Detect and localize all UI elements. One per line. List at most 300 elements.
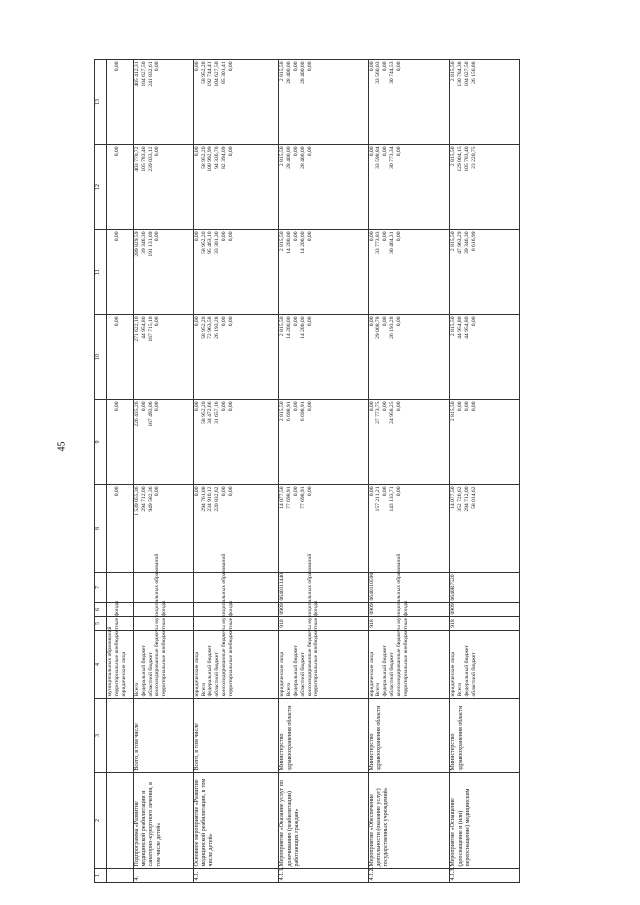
amount-value: 0,00 [193,486,200,497]
amount-value: 0,00 [395,231,402,242]
funding-source-label: Всего [134,682,141,697]
amount-value: 294 712,00 [140,486,147,512]
amount-value: 0,00 [395,316,402,327]
amount-value: 0,00 [114,231,120,242]
amount-value: 220 832,62 [214,486,221,512]
funding-source-label: федеральный бюджет [207,645,214,697]
funding-source-label: областной бюджет [147,652,154,697]
executor [107,699,134,773]
amount-value: 0,00 [227,486,234,497]
grbs-code: 918 [450,617,520,631]
amount-value: 105 783,40 [140,146,147,172]
amount-value: 95 463,10 [207,231,214,254]
funding-source-label: Всего [200,682,207,697]
amount-column-10 [279,315,368,400]
amount-value: 0,00 [368,486,375,497]
amount-value [403,487,410,571]
amount-value: 2 815,50 [450,61,457,82]
amount-value [121,487,128,571]
amount-value [403,147,410,228]
item-name: Мероприятие «Оказание услуг по долечиванию (реабилитации) работающих граждан» [279,773,368,869]
amount-value: 191 131,09 [147,231,154,257]
amount-value: 44 954,80 [457,316,464,339]
amount-value: 0,00 [395,61,402,72]
amount-value: 0,00 [306,61,313,72]
amount-value: 23 220,75 [470,146,477,169]
amount-value: 2 815,50 [279,146,286,167]
amount-value: 58 014,62 [470,486,477,509]
amount-value: 39 346,30 [463,231,470,254]
amount-value: 94 336,70 [214,146,221,169]
amount-column-8 [450,485,520,573]
amount-column-12 [107,145,134,230]
amount-value: 0,00 [114,146,120,157]
amount-value: 0,00 [292,146,299,157]
amount-value: 28 400,00 [286,61,293,84]
amount-value [313,62,320,143]
rz-code: 0909 [450,603,520,617]
funding-source-label: юридические лица [279,651,286,697]
item-number: 4. [134,869,194,883]
amount-value: 26 193,28 [214,316,221,339]
amount-value: 294 712,00 [463,486,470,512]
amount-value [121,232,128,313]
csr-code [193,573,278,603]
amount-value: 241 832,61 [147,61,154,87]
funding-source-label: федеральный бюджет [463,645,470,697]
item-number: 4.1.2. [368,869,450,883]
funding-source-label: областной бюджет [214,652,221,697]
amount-value: 28 400,00 [299,146,306,169]
amount-value: 28 400,00 [286,146,293,169]
amount-value: 14 077,50 [450,486,457,509]
amount-value: 28 400,00 [299,61,306,84]
amount-column-13 [279,60,368,145]
amount-value: 34 472,66 [207,401,214,424]
amount-value: 0,00 [395,146,402,157]
amount-value: 0,00 [368,401,375,412]
csr-code: 0640R7520 [450,573,520,603]
amount-column-10 [134,315,194,400]
item-name: Мероприятие «Обеспечение деятельности (оказание услуг) государственных учреждений» [368,773,450,869]
amount-value [121,62,128,143]
executor: Всего, в том числе [193,699,278,773]
amount-value: 85 301,41 [221,61,228,84]
amount-column-9 [368,400,450,485]
amount-value: 129 004,15 [457,146,464,172]
rz-code: 0909 [279,603,368,617]
amount-value: 167 493,06 [147,401,154,427]
amount-value: 2 815,50 [279,401,286,422]
amount-value: 14 200,00 [299,316,306,339]
amount-value: 0,00 [368,61,375,72]
funding-source-label: областной бюджет [388,652,395,697]
funding-sources [134,553,194,699]
amount-value: 157 211,21 [375,486,382,512]
amount-value: 0,00 [227,316,234,327]
amount-value: 0,00 [463,401,470,412]
amount-value: 1 539 055,36 [134,486,141,516]
amount-value: 8 616,99 [470,231,477,252]
item-number: 4.1.1. [279,869,368,883]
amount-value: 0,00 [227,146,234,157]
item-name: Мероприятие «Оснащение (дооснащение и (или) переоснащение) медицинским [450,773,520,869]
rz-code [193,603,278,617]
amount-value: 167 715,10 [147,316,154,342]
amount-value: 234 910,12 [207,486,214,512]
amount-value: 0,00 [193,146,200,157]
funding-source-label: Всего [375,682,382,697]
amount-value: 26 193,28 [388,316,395,339]
amount-value: 0,00 [227,61,234,72]
amount-value [403,317,410,398]
amount-column-9 [134,400,194,485]
grbs-code: 918 [368,617,450,631]
amount-value [161,147,168,228]
funding-source-label: территориальные внебюджетные фонды [161,600,168,697]
budget-table [94,59,520,883]
funding-source-label: федеральный бюджет [140,645,147,697]
section-row [134,60,194,883]
amount-value: 24 958,25 [388,401,395,424]
csr-code [134,573,194,603]
amount-value: 100 992,99 [207,146,214,172]
amount-value: 0,00 [382,486,389,497]
section-row [107,60,134,883]
amount-value: 58 952,20 [200,146,207,169]
amount-value: 104 627,50 [214,61,221,87]
column-number-7: 7 [95,573,107,603]
amount-value: 0,00 [154,486,161,497]
amount-value: 27 773,75 [375,401,382,424]
amount-column-9 [193,400,278,485]
amount-value: 0,00 [292,486,299,497]
amount-value [161,487,168,571]
funding-source-label: федеральный бюджет [382,645,389,697]
amount-column-12 [368,145,450,230]
amount-value: 0,00 [395,486,402,497]
executor: Всего, в том числе [134,699,194,773]
amount-value [107,402,114,483]
amount-value: 58 952,20 [200,316,207,339]
amount-value: 0,00 [382,401,389,412]
column-number-12: 12 [95,145,107,230]
amount-column-12 [279,145,368,230]
amount-value: 0,00 [193,316,200,327]
amount-value: 403 770,72 [134,146,141,172]
amount-value: 104 627,50 [463,61,470,87]
item-name: Основное мероприятие «Развитие медицинской реабилитации, в том числе детей» [193,773,278,869]
amount-value: 31 657,16 [214,401,221,424]
funding-source-label: Всего [286,682,293,697]
amount-column-10 [450,315,520,400]
amount-value: 77 698,91 [286,486,293,509]
amount-value: 0,00 [382,61,389,72]
amount-value [161,232,168,313]
amount-value: 0,00 [154,231,161,242]
amount-column-11 [279,230,368,315]
amount-column-8 [134,485,194,573]
amount-value [403,402,410,483]
amount-value: 2 815,50 [450,231,457,252]
amount-column-8 [193,485,278,573]
executor: Министерство здравоохранения области [368,699,450,773]
amount-value: 0,00 [221,231,228,242]
funding-source-label: юридические лица [193,651,200,697]
amount-value: 2 815,50 [450,316,457,337]
amount-column-12 [193,145,278,230]
amount-value: 2 815,50 [279,316,286,337]
amount-value: 0,00 [221,316,228,327]
amount-column-10 [193,315,278,400]
amount-value: 0,00 [140,401,147,412]
amount-column-12 [134,145,194,230]
amount-column-12 [450,145,520,230]
amount-value: 130 784,38 [457,61,464,87]
amount-value [313,317,320,398]
amount-value: 39 346,30 [140,231,147,254]
executor: Министерство здравоохранения области [450,699,520,773]
amount-value: 26 156,88 [470,61,477,84]
amount-value: 72 963,58 [207,316,214,339]
amount-value: 104 627,50 [140,61,147,87]
amount-value: 0,00 [382,231,389,242]
amount-value: 0,00 [470,401,477,412]
amount-value: 30 464,31 [388,231,395,254]
column-number-4: 4 [95,631,107,699]
amount-value: 192 744,41 [207,61,214,87]
amount-value [121,317,128,398]
funding-source-label: областной бюджет [299,652,306,697]
amount-value: 0,00 [114,401,120,412]
amount-value: 294 761,00 [200,486,207,512]
amount-value: 949 582,36 [147,486,154,512]
amount-value [107,487,114,571]
item-number: 4.1. [193,869,278,883]
csr-code: 0640110590 [368,573,450,603]
amount-value [107,147,114,228]
amount-value: 0,00 [382,146,389,157]
amount-column-10 [107,315,134,400]
section-row [193,60,278,883]
funding-source-label: областной бюджет [470,652,477,697]
amount-value: 2 815,50 [279,61,286,82]
amount-value [403,232,410,313]
column-number-8: 8 [95,485,107,573]
amount-value: 14 200,00 [286,231,293,254]
amount-value: 6 698,91 [286,401,293,422]
funding-source-label: территориальные внебюджетные фонды [227,600,234,697]
amount-value: 6 698,91 [299,401,306,422]
amount-column-9 [279,400,368,485]
funding-source-label: юридические лица [120,651,127,697]
amount-column-13 [134,60,194,145]
column-number-2: 2 [95,773,107,869]
item-number: 4.1.3. [450,869,520,883]
amount-column-9 [450,400,520,485]
amount-value: 352 726,62 [457,486,464,512]
amount-value [107,317,114,398]
amount-value: 143 133,71 [388,486,395,512]
amount-value: 271 622,10 [134,316,141,342]
amount-value: 44 954,80 [463,316,470,339]
header-row [95,60,107,883]
amount-column-11 [107,230,134,315]
amount-value: 14 200,00 [299,231,306,254]
amount-value: 0,00 [306,401,313,412]
amount-value: 0,00 [193,231,200,242]
grbs-code [193,617,278,631]
amount-value: 47 963,29 [457,231,464,254]
amount-value [161,62,168,143]
item-number [107,869,134,883]
amount-value: 0,00 [227,401,234,412]
column-number-13: 13 [95,60,107,145]
amount-value [107,232,114,313]
amount-value [313,147,320,228]
funding-source-label: консолидированные бюджеты муниципальных образований [306,553,313,697]
amount-column-10 [368,315,450,400]
csr-code: 0640111440 [279,573,368,603]
amount-column-8 [107,485,134,573]
amount-value: 0,00 [114,316,120,327]
amount-value: 0,00 [457,401,464,412]
amount-value [107,62,114,143]
amount-value: 105 783,40 [463,146,470,172]
amount-value: 0,00 [306,486,313,497]
amount-value: 0,00 [382,316,389,327]
amount-value [121,147,128,228]
amount-column-13 [107,60,134,145]
amount-value: 14 200,00 [286,316,293,339]
amount-value: 0,00 [154,316,161,327]
amount-value: 0,00 [227,231,234,242]
amount-value: 30 773,34 [388,146,395,169]
amount-value: 0,00 [368,316,375,327]
amount-column-11 [450,230,520,315]
amount-value: 0,00 [292,231,299,242]
funding-source-label: Всего [457,682,464,697]
amount-column-13 [368,60,450,145]
amount-value: 0,00 [292,61,299,72]
amount-column-9 [107,400,134,485]
amount-value: 82 394,09 [221,146,228,169]
amount-value: 0,00 [221,486,228,497]
funding-source-label: муниципальных образований [107,626,114,697]
column-number-3: 3 [95,699,107,773]
funding-source-label: территориальные внебюджетные фонды [313,600,320,697]
amount-value [403,62,410,143]
amount-value [313,402,320,483]
amount-value: 33 560,03 [375,61,382,84]
amount-value: 0,00 [368,231,375,242]
amount-value: 44 954,80 [140,316,147,339]
amount-value: 0,00 [368,146,375,157]
column-number-6: 6 [95,603,107,617]
amount-column-11 [193,230,278,315]
amount-value: 2 815,50 [450,401,457,422]
amount-value: 0,00 [154,146,161,157]
grbs-code: 918 [279,617,368,631]
amount-value: 77 698,91 [299,486,306,509]
amount-value: 0,00 [306,316,313,327]
column-number-10: 10 [95,315,107,400]
amount-value: 0,00 [154,61,161,72]
amount-value: 29 008,78 [375,316,382,339]
funding-sources [193,553,278,699]
amount-value [313,232,320,313]
funding-source-label: консолидированные бюджеты муниципальных образований [395,553,402,697]
amount-value: 0,00 [114,61,120,72]
amount-column-11 [134,230,194,315]
amount-value: 0,00 [470,316,477,327]
column-number-1: 1 [95,869,107,883]
amount-column-8 [279,485,368,573]
funding-sources [450,631,520,699]
amount-value: 33 301,30 [214,231,221,254]
amount-value: 2 815,50 [279,231,286,252]
funding-source-label: территориальные внебюджетные фонды [114,600,120,697]
amount-value: 0,00 [306,231,313,242]
funding-source-label: территориальные внебюджетные фонды [402,600,409,697]
section-row [450,60,520,883]
amount-value [161,317,168,398]
amount-value: 2 815,50 [450,146,457,167]
funding-source-label: федеральный бюджет [292,645,299,697]
rz-code: 0909 [368,603,450,617]
funding-source-label: консолидированные бюджеты муниципальных образований [154,553,161,697]
amount-value: 14 077,50 [279,486,286,509]
amount-value: 0,00 [221,401,228,412]
amount-value: 33 773,83 [375,231,382,254]
section-row [279,60,368,883]
amount-value [161,402,168,483]
column-number-11: 11 [95,230,107,315]
funding-source-label: консолидированные бюджеты муниципальных образований [221,553,228,697]
amount-value: 0,00 [292,316,299,327]
funding-sources [107,600,134,699]
amount-value [121,402,128,483]
funding-source-label: юридические лица [368,651,375,697]
amount-value: 30 744,53 [388,61,395,84]
amount-value: 0,00 [193,61,200,72]
column-number-9: 9 [95,400,107,485]
amount-value: 0,00 [154,401,161,412]
amount-value: 289 829,59 [134,231,141,257]
amount-value: 58 952,20 [200,401,207,424]
amount-column-13 [450,60,520,145]
amount-value [313,487,320,571]
amount-value: 0,00 [292,401,299,412]
amount-value: 33 598,84 [375,146,382,169]
amount-value: 0,00 [395,401,402,412]
amount-value: 405 412,31 [134,61,141,87]
amount-value: 239 033,12 [147,146,154,172]
funding-source-label: юридические лица [450,651,457,697]
amount-column-8 [368,485,450,573]
item-name: Подпрограмма «Развитие медицинской реабилитации и санаторно-курортного лечения, в том числе детей» [134,773,194,869]
page-number: 45 [56,441,68,452]
amount-value: 0,00 [306,146,313,157]
executor: Министерство здравоохранения области [279,699,368,773]
amount-value: 58 952,20 [200,61,207,84]
csr-code [107,573,134,603]
amount-column-13 [193,60,278,145]
amount-value: 226 435,26 [134,401,141,427]
amount-column-11 [368,230,450,315]
amount-value: 58 952,20 [200,231,207,254]
amount-value: 0,00 [114,486,120,497]
